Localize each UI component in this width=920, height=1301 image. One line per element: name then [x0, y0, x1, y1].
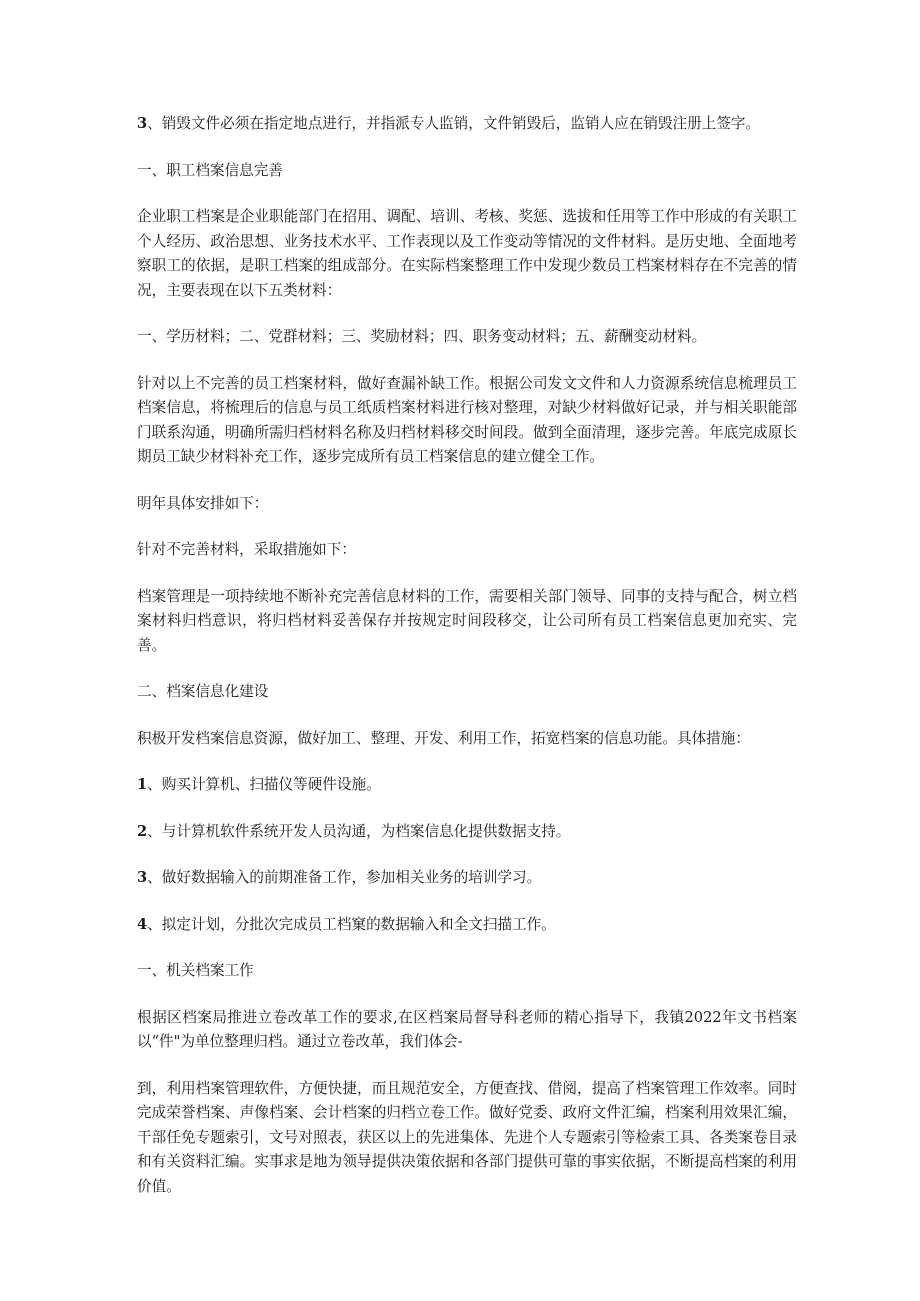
- list-item-4: [137, 913, 797, 938]
- list-item-text: 、与计算机软件系统开发人员沟通，为档案信息化提供数据支持。: [147, 822, 571, 840]
- paragraph-employee-archives-intro: 企业职工档案是企业职能部门在招用、调配、培训、考核、奖惩、选拔和任用等工作中形成的有关职工个人经历、政治思想、业务技术水平、工作表现以及工作变动等情况的文件材料。是历史地、全面地考察职工的依据，是职工档案的组成部分。在实际档案整理工作中发现少数员工档案材料存在不完善的情况，主要表现在以下五类材料：: [137, 208, 797, 299]
- list-number: 2: [137, 822, 148, 840]
- list-number: 3: [137, 869, 148, 886]
- section-heading-agency-archives: 一、机关档案工作: [137, 962, 254, 979]
- paragraph-destroy-rule: [137, 112, 797, 137]
- document-body: [137, 112, 797, 1221]
- list-item-text: 、拟定计划，分批次完成员工档窠的数据输入和全文扫描工作。: [147, 915, 556, 933]
- paragraph-measures: 针对不完善材料，采取措施如下：: [137, 541, 356, 558]
- paragraph-next-year-plan: 明年具体安排如下：: [137, 494, 269, 512]
- paragraph-fill-gaps: 针对以上不完善的员工档案材料，做好查漏补缺工作。根据公司发文文件和人力资源系统信息梳理员工档案信息，将梳理后的信息与员工纸质档案材料进行核对整理，对缺少材料做好记录，并与相关职能部门联系沟通，明确所需归档材料名称及归档材料移交时间段。做到全面清理，逐步完善。年底完成原长期员工缺少材料补充工作，逐步完成所有员工档案信息的建立健全工作。: [137, 374, 797, 465]
- list-item-3: [137, 866, 797, 891]
- paragraph-results: 到，利用档案管理软件，方便快捷，而且规范安全，方便查找、借阅，提高了档案管理工作效率。同时完成荣誉档案、声像档案、会计档案的归档立卷工作。做好党委、政府文件汇编，档案利用效果汇编，干部任免专题索引，文号对照表，获区以上的先进集体、先进个人专题索引等检索工具、各类案卷目录和有关资料汇编。实事求是地为领导提供决策依据和各部门提供可靠的事实依据，不断提高档案的利用价值。: [137, 1079, 797, 1195]
- list-number: 3: [137, 115, 148, 132]
- list-item-text: 、购买计算机、扫描仪等硬件设施。: [147, 776, 381, 793]
- paragraph-text: 、销毁文件必须在指定地点进行，并指派专人监销，文件销毁后，监销人应在销毁注册上签字。: [147, 115, 761, 132]
- paragraph-five-materials: 一、学历材料；二、党群材料；三、奖励材料；四、职务变动材料；五、薪酬变动材料。: [137, 328, 707, 345]
- paragraph-archive-management: 档案管理是一项持续地不断补充完善信息材料的工作，需要相关部门领导、同事的支持与配合，树立档案材料归档意识，将归档材料妥善保存并按规定时间段移交，让公司所有员工档案信息更加充实、完善。: [137, 587, 797, 654]
- list-item-1: [137, 773, 797, 798]
- list-item-text: 、做好数据输入的前期准备工作，参加相关业务的培训学习。: [147, 869, 542, 886]
- paragraph-reform: 根据区档案局推进立卷改革工作的要求,在区档案局督导科老师的精心指导下，我镇2022年文书档案以“件"为单位整理归档。通过立卷改革，我们体会-: [137, 1008, 797, 1050]
- section-heading-employee-archives: 一、职工档案信息完善: [137, 161, 283, 179]
- section-heading-informatization: 二、档案信息化建设: [137, 683, 269, 700]
- paragraph-information-resources: 积极开发档案信息资源，做好加工、整理、开发、利用工作，拓宽档案的信息功能。具体措施：: [137, 729, 750, 747]
- list-number: 1: [137, 776, 148, 793]
- list-number: 4: [137, 915, 148, 933]
- list-item-2: [137, 820, 797, 845]
